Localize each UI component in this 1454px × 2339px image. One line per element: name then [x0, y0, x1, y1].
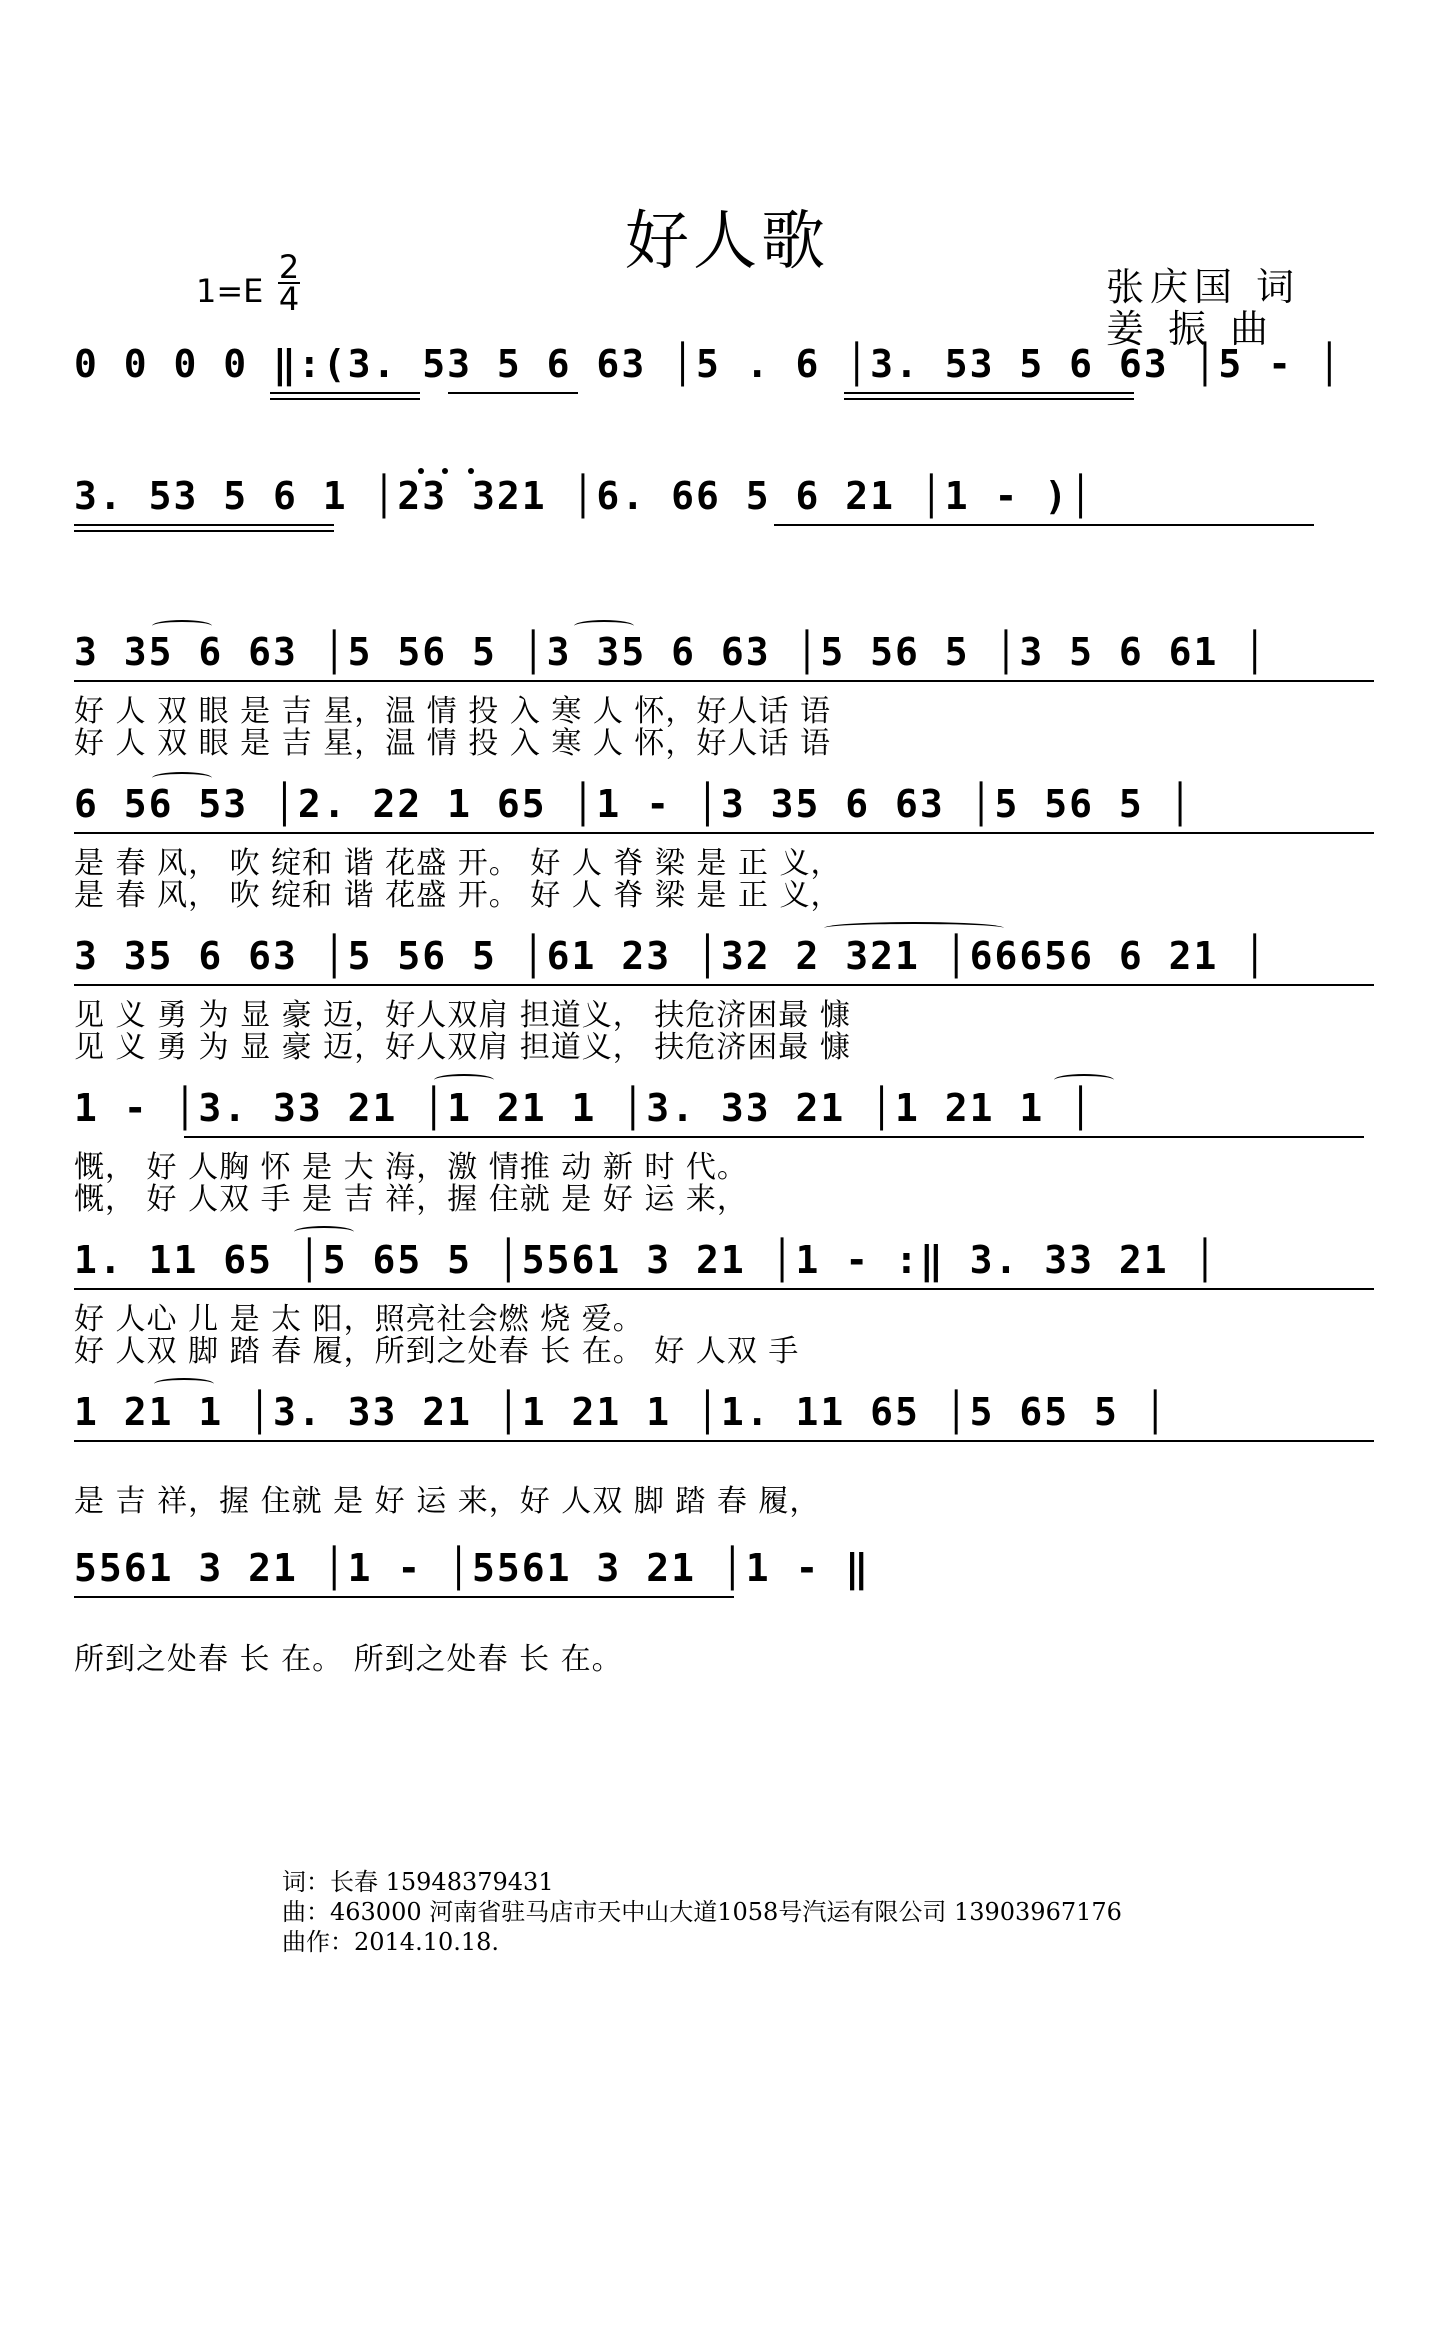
lyric-line-4: 是 春 风， 吹 绽和 谐 花盛 开。 好 人 脊 梁 是 正 义，	[74, 878, 842, 913]
key-signature: 1=E	[196, 272, 264, 310]
lyricist-credit: 张庆国 词	[1106, 265, 1301, 309]
lyric-line-11: 是 吉 祥，握 住就 是 好 运 来，好 人双 脚 踏 春 履，	[74, 1484, 821, 1519]
composer-credit: 姜 振 曲	[1106, 307, 1275, 351]
score-notes: 0 0 0 0 ‖:(3. 53 5 6 63 │5 . 6 │3. 53 5 6 63 │5 - │	[74, 342, 1343, 386]
time-signature-bottom: 4	[278, 280, 300, 318]
score-line-2	[74, 466, 1396, 556]
score-notes: 1 - │3. 33 21 │1 21 1 │3. 33 21 │1 21 1 │	[74, 1086, 1094, 1130]
score-notes: 3. 53 5 6 1 │23 321 │6. 66 5 6 21 │1 - )│	[74, 474, 1094, 518]
lyric-line-7: 慨， 好 人胸 怀 是 大 海，激 情推 动 新 时 代。	[74, 1150, 748, 1185]
score-notes: 5561 3 21 │1 - │5561 3 21 │1 - ‖	[74, 1546, 871, 1590]
score-notes: 3 35 6 63 │5 56 5 │61 23 │32 2 321 │66656 6 21 │	[74, 934, 1269, 978]
score-notes: 1. 11 65 │5 65 5 │5561 3 21 │1 - :‖ 3. 33 21 │	[74, 1238, 1219, 1282]
score-line-9	[74, 1538, 1396, 1628]
footer-composer-contact: 曲：463000 河南省驻马店市天中山大道1058号汽运有限公司 13903967176	[282, 1898, 1122, 1926]
score-line-8	[74, 1382, 1396, 1472]
footer-lyricist-contact: 词：长春 15948379431	[282, 1868, 554, 1896]
lyric-line-5: 见 义 勇 为 显 豪 迈，好人双肩 担道义， 扶危济困最 慷	[74, 998, 851, 1033]
song-title: 好人歌	[625, 205, 829, 279]
score-notes: 1 21 1 │3. 33 21 │1 21 1 │1. 11 65 │5 65 5 │	[74, 1390, 1169, 1434]
lyric-line-6: 见 义 勇 为 显 豪 迈，好人双肩 担道义， 扶危济困最 慷	[74, 1030, 851, 1065]
lyric-line-9: 好 人心 儿 是 太 阳，照亮社会燃 烧 爱。	[74, 1302, 644, 1337]
score-line-1	[74, 334, 1396, 424]
time-signature	[276, 248, 302, 318]
time-signature-top: 2	[278, 248, 300, 286]
lyric-line-12: 所到之处春 长 在。 所到之处春 长 在。	[74, 1642, 623, 1677]
lyric-line-10: 好 人双 脚 踏 春 履，所到之处春 长 在。 好 人双 手	[74, 1334, 800, 1369]
lyric-line-3: 是 春 风， 吹 绽和 谐 花盛 开。 好 人 脊 梁 是 正 义，	[74, 846, 842, 881]
score-notes: 3 35 6 63 │5 56 5 │3 35 6 63 │5 56 5 │3 5 6 61 │	[74, 630, 1269, 674]
lyric-line-1: 好 人 双 眼 是 吉 星，温 情 投 入 寒 人 怀，好人话 语	[74, 694, 831, 729]
footer-date: 曲作：2014.10.18.	[282, 1928, 500, 1956]
score-notes: 6 56 53 │2. 22 1 65 │1 - │3 35 6 63 │5 56 5 │	[74, 782, 1194, 826]
lyric-line-8: 慨， 好 人双 手 是 吉 祥，握 住就 是 好 运 来，	[74, 1182, 748, 1217]
lyric-line-2: 好 人 双 眼 是 吉 星，温 情 投 入 寒 人 怀，好人话 语	[74, 726, 831, 761]
